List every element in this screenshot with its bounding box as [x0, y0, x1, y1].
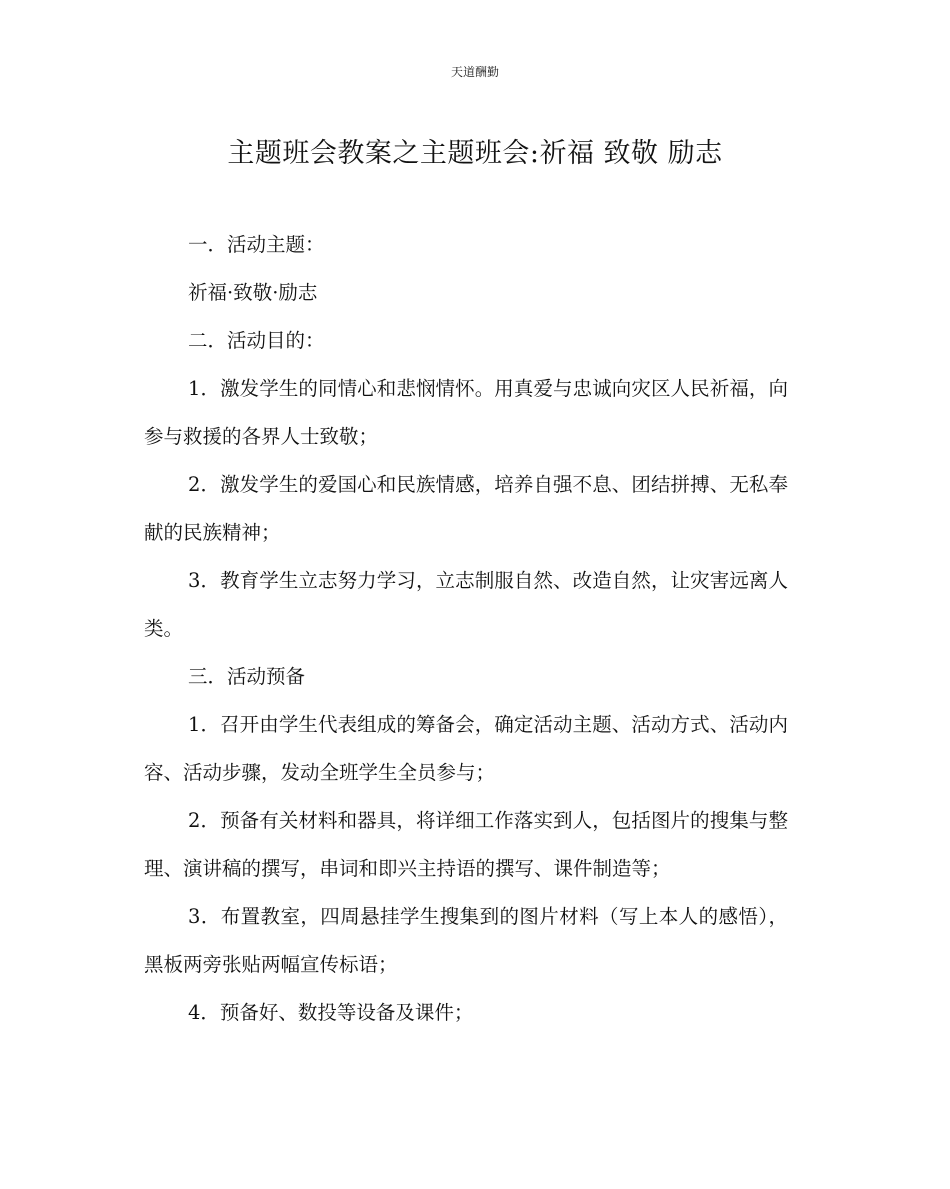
section-heading-preparation: 三．活动预备: [188, 665, 306, 688]
purpose-item-2: 2．激发学生的爱国心和民族情感，培养自强不息、团结拼搏、无私奉献的民族精神；: [144, 473, 788, 544]
purpose-item-1: 1．激发学生的同情心和悲悯情怀。用真爱与忠诚向灾区人民祈福，向参与救援的各界人士致敬；: [144, 377, 788, 448]
document-body: [144, 221, 788, 1037]
theme-text: 祈福·致敬·励志: [188, 281, 318, 304]
page-header: 天道酬勤: [450, 65, 499, 79]
preparation-item-3: 3．布置教室，四周悬挂学生搜集到的图片材料（写上本人的感悟），黑板两旁张贴两幅宣传标语；: [144, 905, 788, 976]
preparation-item-4: 4．预备好、数投等设备及课件；: [188, 1001, 474, 1024]
document-title: 主题班会教案之主题班会:祈福 致敬 励志: [227, 138, 723, 169]
preparation-item-1: 1．召开由学生代表组成的筹备会，确定活动主题、活动方式、活动内容、活动步骤，发动全班学生全员参与；: [144, 713, 788, 784]
section-heading-theme: 一．活动主题：: [188, 233, 325, 256]
preparation-item-2: 2．预备有关材料和器具，将详细工作落实到人，包括图片的搜集与整理、演讲稿的撰写，串词和即兴主持语的撰写、课件制造等；: [144, 809, 788, 880]
section-heading-purpose: 二．活动目的：: [188, 329, 325, 352]
purpose-item-3: 3．教育学生立志努力学习，立志制服自然、改造自然，让灾害远离人类。: [144, 569, 788, 640]
